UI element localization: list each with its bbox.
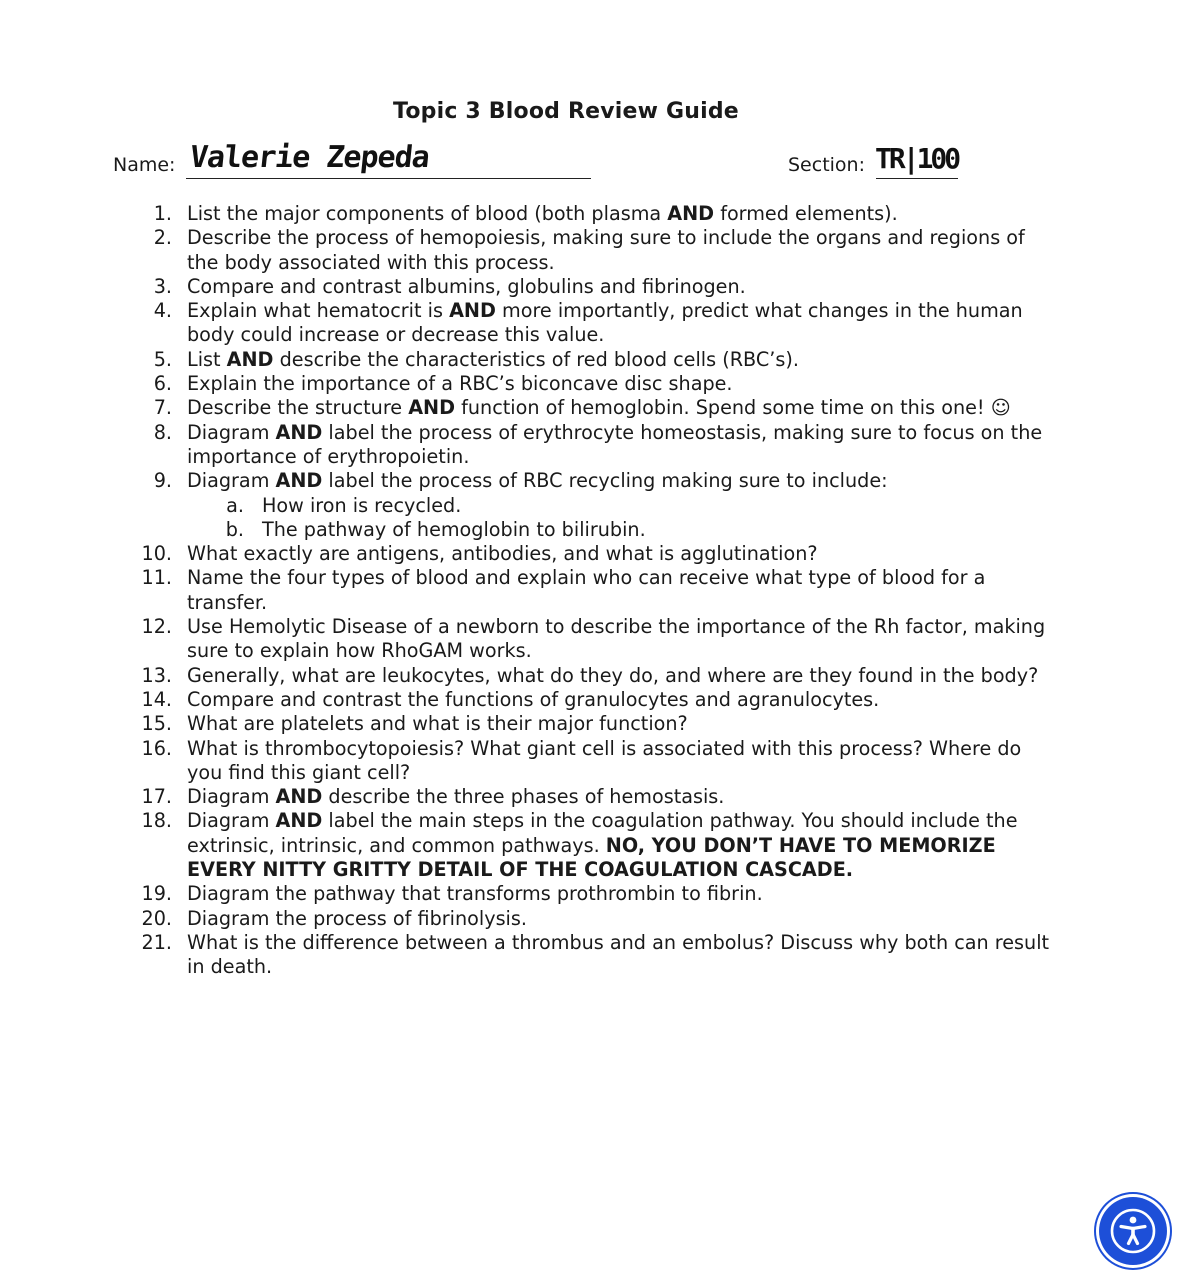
emphasis-text: NO, YOU DON’T HAVE TO MEMORIZE EVERY NITTY GRITTY DETAIL OF THE COAGULATION CASCADE. (187, 833, 996, 882)
text-segment: describe the characteristics of red blood cells (RBC’s). (273, 347, 799, 371)
question-text (187, 931, 1049, 978)
question-text (187, 348, 799, 371)
question-number: 12. (141, 615, 172, 639)
text-segment: What exactly are antigens, antibodies, and what is agglutination? (187, 542, 818, 566)
text-segment: What is thrombocytopoiesis? What giant cell is associated with this process? Where do you find this giant cell? (187, 736, 1022, 784)
handwritten-name: Valerie Zepeda (188, 140, 431, 175)
question-text (187, 907, 527, 930)
name-underline (186, 178, 591, 179)
question-item (0, 396, 1052, 420)
question-item (0, 688, 1052, 712)
question-item (0, 299, 1052, 348)
question-list (0, 202, 1200, 980)
question-number: 5. (153, 347, 172, 371)
question-number: 21. (141, 930, 172, 954)
text-segment: Compare and contrast albumins, globulins and fibrinogen. (187, 274, 746, 298)
question-number: 17. (141, 785, 172, 809)
text-segment: Generally, what are leukocytes, what do they do, and where are they found in the body? (187, 663, 1039, 687)
emphasis-text: AND (275, 809, 323, 833)
question-text (187, 737, 1021, 784)
question-text (187, 809, 1018, 881)
question-number: 15. (141, 712, 172, 736)
question-number: 10. (141, 542, 172, 566)
question-text (187, 688, 879, 711)
question-item (0, 566, 1052, 615)
question-text (187, 785, 724, 808)
question-item (0, 275, 1052, 299)
question-item (0, 737, 1052, 786)
text-segment: describe the three phases of hemostasis. (322, 785, 725, 809)
question-item (0, 542, 1052, 566)
sub-question-letter: a. (226, 493, 244, 517)
text-segment: Diagram (187, 469, 276, 493)
question-item (0, 469, 1052, 493)
question-item (0, 712, 1052, 736)
question-number: 20. (141, 906, 172, 930)
question-number: 16. (141, 736, 172, 760)
question-item (0, 882, 1052, 906)
question-item (0, 372, 1052, 396)
text-segment: Diagram the pathway that transforms prothrombin to fibrin. (187, 882, 763, 906)
emphasis-text: AND (449, 299, 496, 323)
sub-question-letter: b. (225, 517, 244, 541)
question-text (187, 202, 898, 225)
text-segment: Explain the importance of a RBC’s biconcave disc shape. (187, 372, 733, 396)
question-item (0, 226, 1052, 275)
text-segment: Describe the structure (187, 396, 409, 420)
text-segment: more importantly, predict what changes in the human body could increase or decrease this value. (187, 299, 1023, 347)
question-number: 11. (141, 566, 172, 590)
question-item (0, 931, 1052, 980)
accessibility-button[interactable] (1099, 1197, 1167, 1265)
text-segment: List the major components of blood (both plasma (187, 202, 668, 225)
text-segment: label the main steps in the coagulation pathway. You should include the extrinsic, intrinsic, and common pathways. (187, 809, 1018, 857)
question-number: 1. (153, 202, 172, 225)
question-text (187, 712, 688, 735)
emphasis-text: AND (226, 347, 274, 371)
question-text (187, 299, 1023, 346)
question-number: 18. (141, 809, 172, 833)
question-item (0, 421, 1052, 470)
accessibility-icon (1108, 1206, 1158, 1256)
emphasis-text: AND (275, 785, 323, 809)
emphasis-text: AND (275, 469, 323, 493)
page-title: Topic 3 Blood Review Guide (393, 99, 739, 124)
section-label: Section: (788, 154, 865, 176)
question-item (0, 202, 1052, 226)
name-section-row (113, 140, 973, 182)
question-item (0, 809, 1052, 882)
question-number: 19. (141, 882, 172, 906)
text-segment: label the process of erythrocyte homeostasis, making sure to focus on the importance of erythropoietin. (187, 420, 1043, 468)
sub-question-item (0, 518, 1200, 542)
question-item (0, 907, 1052, 931)
question-text (187, 469, 888, 492)
text-segment: label the process of RBC recycling making sure to include: (322, 469, 888, 493)
text-segment: What are platelets and what is their major function? (187, 712, 688, 736)
question-item (0, 348, 1052, 372)
text-segment: Diagram (187, 785, 276, 809)
emphasis-text: AND (275, 420, 323, 444)
question-text (187, 421, 1042, 468)
question-number: 4. (153, 299, 172, 323)
question-text (187, 882, 763, 905)
question-number: 9. (153, 469, 172, 493)
question-text (187, 372, 733, 395)
question-text (187, 664, 1038, 687)
handwritten-section: TR|100 (875, 142, 959, 175)
sub-question-text: The pathway of hemoglobin to bilirubin. (262, 517, 646, 541)
text-segment: Diagram (187, 809, 276, 833)
question-text (187, 275, 746, 298)
text-segment: Describe the process of hemopoiesis, making sure to include the organs and regions of the body associated with this process. (187, 226, 1025, 274)
question-number: 14. (141, 687, 172, 711)
text-segment: Diagram the process of fibrinolysis. (187, 906, 527, 930)
name-label: Name: (113, 154, 176, 176)
question-text (187, 396, 1011, 419)
question-item (0, 664, 1052, 688)
text-segment: Name the four types of blood and explain who can receive what type of blood for a transfer. (187, 566, 986, 614)
question-number: 3. (153, 274, 172, 298)
text-segment: Diagram (187, 420, 276, 444)
question-number: 8. (153, 420, 172, 444)
emphasis-text: AND (408, 396, 456, 420)
question-number: 13. (141, 663, 172, 687)
question-text (187, 226, 1025, 273)
question-number: 7. (153, 396, 172, 420)
text-segment: Compare and contrast the functions of granulocytes and agranulocytes. (187, 687, 880, 711)
text-segment: function of hemoglobin. Spend some time on this one! ☺ (455, 396, 1011, 420)
question-text (187, 542, 818, 565)
question-item (0, 785, 1052, 809)
question-item (0, 615, 1052, 664)
question-number: 6. (153, 372, 172, 396)
text-segment: Use Hemolytic Disease of a newborn to describe the importance of the Rh factor, making sure to explain how RhoGAM works. (187, 615, 1046, 663)
question-text (187, 566, 985, 613)
text-segment: Explain what hematocrit is (187, 299, 450, 323)
question-number: 2. (153, 226, 172, 250)
text-segment: What is the difference between a thrombus and an embolus? Discuss why both can result in death. (187, 930, 1050, 979)
sub-question-item (0, 494, 1200, 518)
emphasis-text: AND (667, 202, 715, 225)
text-segment: List (187, 347, 227, 371)
sub-question-text: How iron is recycled. (262, 493, 462, 517)
section-underline (876, 178, 958, 179)
question-text (187, 615, 1045, 662)
text-segment: formed elements). (714, 202, 898, 225)
